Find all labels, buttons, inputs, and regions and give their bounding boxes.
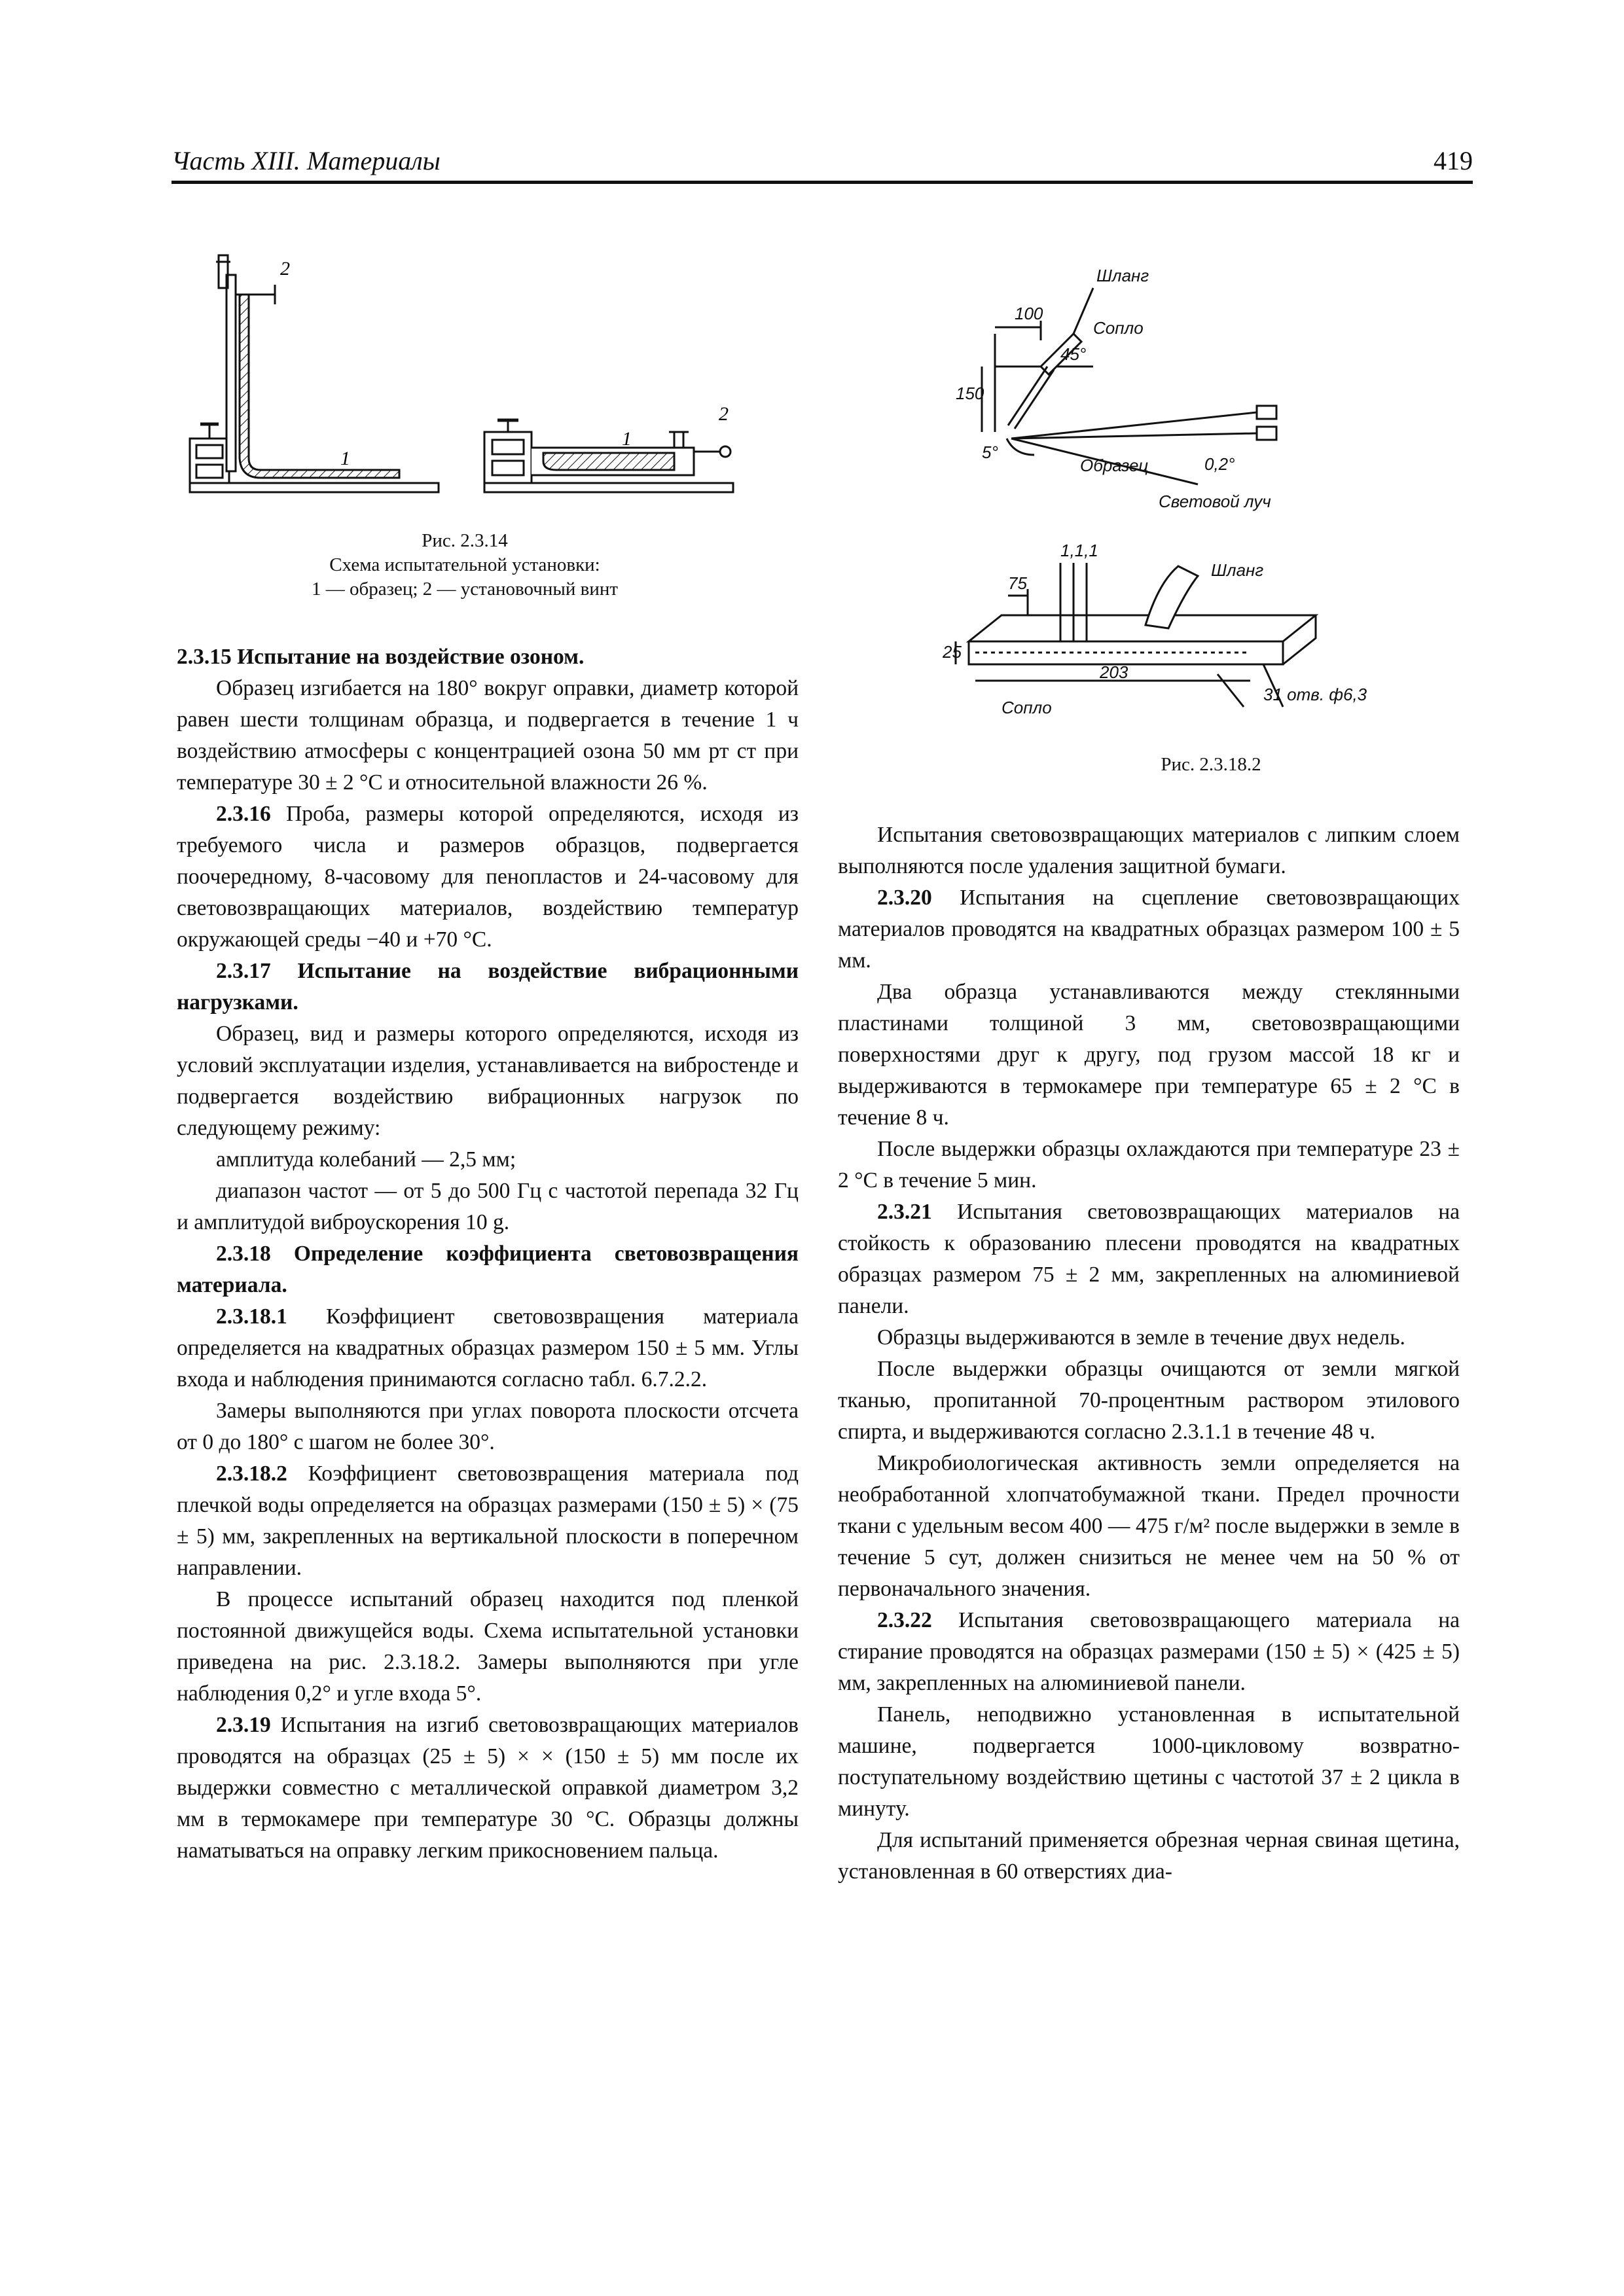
fig2-dim-25: 25 <box>943 642 962 662</box>
fig2-label-light-beam: Световой луч <box>1159 492 1271 511</box>
paragraph <box>177 1710 799 1867</box>
paragraph: В процессе испытаний образец находится под пленкой постоянной движущейся воды. Схема испытательной установки приведена на рис. 2.3.18.2. Замеры выполняются при угле наблюдения 0,2° и угле входа 5°. <box>177 1587 799 1706</box>
left-column <box>177 641 799 1867</box>
fig2-label-nozzle: Сопло <box>1093 318 1144 338</box>
paragraph-text: Проба, размеры которой определяются, исходя из требуемого числа и размеров образцов, подвергается поочередному, 8-часовому для пенопластов и 24-часовому для световозвращающих материалов, воздействию температур окружающей среды −40 и +70 °С. <box>177 802 799 952</box>
fig2-dim-111: 1,1,1 <box>1060 541 1098 560</box>
paragraph: Образец изгибается на 180° вокруг оправки, диаметр которой равен шести толщинам образца, и подвергается в течение 1 ч воздействию атмосферы с концентрацией озона 50 мм рт ст при температуре 30 ± 2 °С и относительной влажности 26 %. <box>177 676 799 795</box>
section-number: 2.3.18 <box>216 1242 271 1266</box>
paragraph: Микробиологическая активность земли определяется на необработанной хлопчатобумажной ткани. Предел прочности ткани с удельным весом 400 — 475 г/м² после выдержки в земле в течение 5 сут, должен снизиться не менее чем на 50 % от первоначального значения. <box>838 1451 1460 1601</box>
running-title: Часть XIII. Материалы <box>171 146 441 175</box>
fig2-label-hose2: Шланг <box>1211 560 1264 580</box>
paragraph <box>177 1458 799 1584</box>
paragraph: Два образца устанавливаются между стеклянными пластинами толщиной 3 мм, световозвращающими поверхностями друг к другу, под грузом массой 18 кг и выдерживаются в термокамере при температуре 65 ± 2 °С в течение 8 ч. <box>838 980 1460 1130</box>
right-column <box>838 819 1460 1888</box>
figure-2-3-18-2-caption <box>969 753 1453 777</box>
section-heading: Определение коэффициента световозвращения материала. <box>177 1242 799 1297</box>
paragraph <box>177 956 799 1018</box>
fig2-angle-02: 0,2° <box>1204 454 1235 474</box>
paragraph-text: Испытания на сцепление световозвращающих материалов проводятся на квадратных образцах размером 100 ± 5 мм. <box>838 886 1460 973</box>
paragraph <box>177 798 799 956</box>
page-header <box>171 145 1473 184</box>
fig2-label-holes: 31 отв. ф6,3 <box>1263 685 1367 704</box>
fig2-angle-45: 45° <box>1060 344 1087 364</box>
paragraph: После выдержки образцы очищаются от земли мягкой тканью, пропитанной 70-процентным раствором этилового спирта, и выдерживаются согласно 2.3.1.1 в течение 48 ч. <box>838 1357 1460 1444</box>
section-number: 2.3.15 <box>177 645 232 669</box>
section-number: 2.3.17 <box>216 959 271 983</box>
fig2-angle-5: 5° <box>982 442 998 462</box>
paragraph-text: Испытания на изгиб световозвращающих материалов проводятся на образцах (25 ± 5) × × (150 ± 5) мм после их выдержки совместно с металлической оправкой диаметром 3,2 мм в термокамере при температуре 30 °С. Образцы должны наматываться на оправку легким прикосновением пальца. <box>177 1713 799 1863</box>
fig1-caption-number: Рис. 2.3.14 <box>422 530 508 551</box>
section-number: 2.3.20 <box>877 886 932 910</box>
paragraph <box>838 1196 1460 1322</box>
fig2-dim-75: 75 <box>1008 573 1027 593</box>
paragraph <box>177 1238 799 1301</box>
section-number: 2.3.22 <box>877 1608 932 1632</box>
paragraph <box>838 1605 1460 1699</box>
paragraph: После выдержки образцы охлаждаются при температуре 23 ± 2 °С в течение 5 мин. <box>838 1137 1460 1193</box>
section-heading: Испытание на воздействие вибрационными нагрузками. <box>177 959 799 1014</box>
paragraph: Для испытаний применяется обрезная черная свиная щетина, установленная в 60 отверстиях диа- <box>838 1828 1460 1884</box>
fig2-dim-150: 150 <box>956 384 984 403</box>
paragraph: Испытания световозвращающих материалов с липким слоем выполняются после удаления защитной бумаги. <box>838 823 1460 878</box>
fig1-label-2b: 2 <box>719 403 729 425</box>
paragraph-text: Испытания световозвращающего материала на стирание проводятся на образцах размерами (150 ± 5) × (425 ± 5) мм, закрепленных на алюминиевой панели. <box>838 1608 1460 1695</box>
figure-2-3-14-drawing <box>177 249 740 524</box>
fig2-dim-100: 100 <box>1015 304 1043 323</box>
section-number: 2.3.16 <box>216 802 271 826</box>
paragraph <box>838 882 1460 977</box>
fig2-dim-203: 203 <box>1100 662 1128 682</box>
paragraph: Образцы выдерживаются в земле в течение двух недель. <box>877 1325 1405 1350</box>
page-number: 419 <box>1434 146 1473 175</box>
figure-2-3-18-2 <box>943 262 1414 733</box>
fig1-label-1b: 1 <box>622 428 632 450</box>
section-heading: Испытание на воздействие озоном. <box>231 645 585 669</box>
paragraph-text: Коэффициент световозвращения материала под плечкой воды определяется на образцах размерами (150 ± 5) × (75 ± 5) мм, закрепленных на вертикальной плоскости в поперечном направлении. <box>177 1462 799 1580</box>
paragraph: Панель, неподвижно установленная в испытательной машине, подвергается 1000-цикловому возвратно-поступательному воздействию щетины с частотой 37 ± 2 цикла в минуту. <box>838 1702 1460 1821</box>
fig1-caption-title: Схема испытательной установки: <box>329 554 600 575</box>
paragraph: Образец, вид и размеры которого определяются, исходя из условий эксплуатации изделия, устанавливается на вибростенде и подвергается воздействию вибрационных нагрузок по следующему режиму: <box>177 1022 799 1140</box>
paragraph <box>177 641 799 673</box>
paragraph-text: Испытания световозвращающих материалов на стойкость к образованию плесени проводятся на квадратных образцах размером 75 ± 2 мм, закрепленных на алюминиевой панели. <box>838 1200 1460 1318</box>
fig1-caption-legend: 1 — образец; 2 — установочный винт <box>311 579 619 600</box>
section-number: 2.3.18.2 <box>216 1462 287 1486</box>
paragraph <box>177 1301 799 1395</box>
section-number: 2.3.21 <box>877 1200 932 1224</box>
section-number: 2.3.19 <box>216 1713 271 1737</box>
paragraph: Замеры выполняются при углах поворота плоскости отсчета от 0 до 180° с шагом не более 30°. <box>177 1399 799 1454</box>
paragraph-text: Коэффициент световозвращения материала определяется на квадратных образцах размером 150 ± 5 мм. Углы входа и наблюдения принимаются согласно табл. 6.7.2.2. <box>177 1304 799 1391</box>
paragraph: амплитуда колебаний — 2,5 мм; <box>216 1147 516 1172</box>
fig1-label-1: 1 <box>340 448 350 469</box>
figure-2-3-14-caption <box>190 529 740 601</box>
paragraph: диапазон частот — от 5 до 500 Гц с частотой перепада 32 Гц и амплитудой виброускорения 10 g. <box>177 1179 799 1234</box>
section-number: 2.3.18.1 <box>216 1304 287 1329</box>
fig2-label-nozzle2: Сопло <box>1001 698 1052 717</box>
fig1-label-2: 2 <box>280 258 290 279</box>
figure-2-3-14 <box>177 249 740 524</box>
figure-2-3-18-2-drawing <box>943 262 1414 733</box>
fig2-caption-number: Рис. 2.3.18.2 <box>1161 754 1261 775</box>
fig2-label-hose: Шланг <box>1096 266 1149 285</box>
fig2-label-sample: Образец <box>1080 456 1149 475</box>
